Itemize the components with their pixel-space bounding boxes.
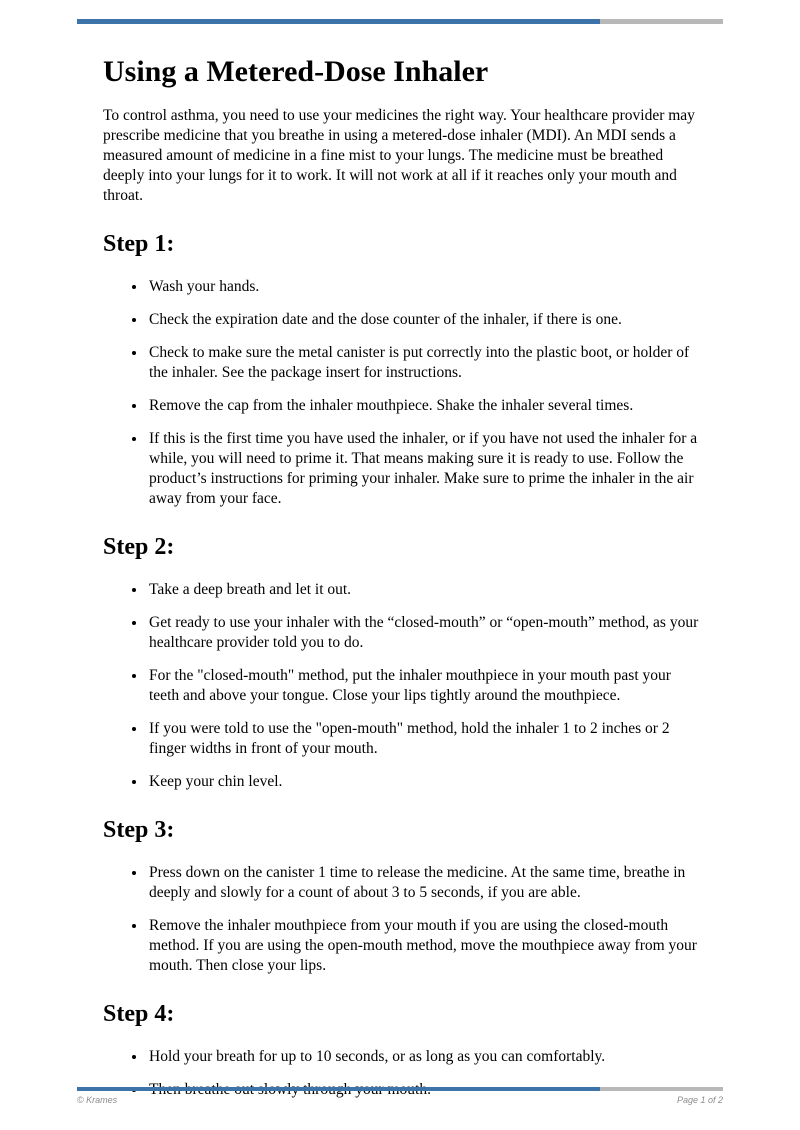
page-title: Using a Metered-Dose Inhaler xyxy=(103,55,489,88)
list-item: • Take a deep breath and let it out. xyxy=(147,580,699,600)
step-3-heading: Step 3: xyxy=(103,817,175,843)
list-item: • Remove the cap from the inhaler mouthpiece. Shake the inhaler several times. xyxy=(147,396,699,416)
list-item: • If you were told to use the "open-mouth" method, hold the inhaler 1 to 2 inches or 2 finger widths in front of your mouth. xyxy=(147,719,699,759)
footer-bar-gray-segment xyxy=(600,1087,723,1091)
list-item: • Check the expiration date and the dose counter of the inhaler, if there is one. xyxy=(147,310,699,330)
list-item: • Press down on the canister 1 time to release the medicine. At the same time, breathe in deeply and slowly for a count of about 3 to 5 seconds, if you are able. xyxy=(147,863,699,903)
footer-copyright: © Krames xyxy=(77,1095,118,1105)
footer-accent-bar xyxy=(77,1087,723,1091)
list-item: • If this is the first time you have used the inhaler, or if you have not used the inhaler for a while, you will need to prime it. That means making sure it is ready to use. Follow the product’s instructions for priming your inhaler. Make sure to prime the inhaler in the air away from your face. xyxy=(147,429,699,509)
list-item: • Remove the inhaler mouthpiece from your mouth if you are using the closed-mouth method. If you are using the open-mouth method, move the mouthpiece away from your mouth. Then close your lips. xyxy=(147,916,699,976)
step-1-heading: Step 1: xyxy=(103,231,175,257)
list-item: • Check to make sure the metal canister is put correctly into the plastic boot, or holder of the inhaler. See the package insert for instructions. xyxy=(147,343,699,383)
intro-paragraph: To control asthma, you need to use your medicines the right way. Your healthcare provider may prescribe medicine that you breathe in using a metered-dose inhaler (MDI). An MDI sends a measured amount of medicine in a fine mist to your lungs. The medicine must be breathed deeply into your lungs for it to work. It will not work at all if it reaches only your mouth and throat. xyxy=(103,107,695,204)
footer-page-indicator: Page 1 of 2 xyxy=(676,1095,723,1105)
list-item: • Hold your breath for up to 10 seconds, or as long as you can comfortably. xyxy=(147,1047,699,1067)
step-4-list xyxy=(103,1047,699,1100)
list-item: • Get ready to use your inhaler with the “closed-mouth” or “open-mouth” method, as your healthcare provider told you to do. xyxy=(147,613,699,653)
list-item: • For the "closed-mouth" method, put the inhaler mouthpiece in your mouth past your teeth and above your tongue. Close your lips tightly around the mouthpiece. xyxy=(147,666,699,706)
step-1-list xyxy=(103,277,699,509)
step-2-heading: Step 2: xyxy=(103,534,175,560)
step-3-list xyxy=(103,863,699,976)
page-footer xyxy=(77,1095,723,1105)
document-body xyxy=(103,24,699,1113)
step-2-list xyxy=(103,580,699,792)
step-4-heading: Step 4: xyxy=(103,1001,175,1027)
list-item: • Wash your hands. xyxy=(147,277,699,297)
list-item: • Keep your chin level. xyxy=(147,772,699,792)
footer-bar-blue-segment xyxy=(77,1087,600,1091)
